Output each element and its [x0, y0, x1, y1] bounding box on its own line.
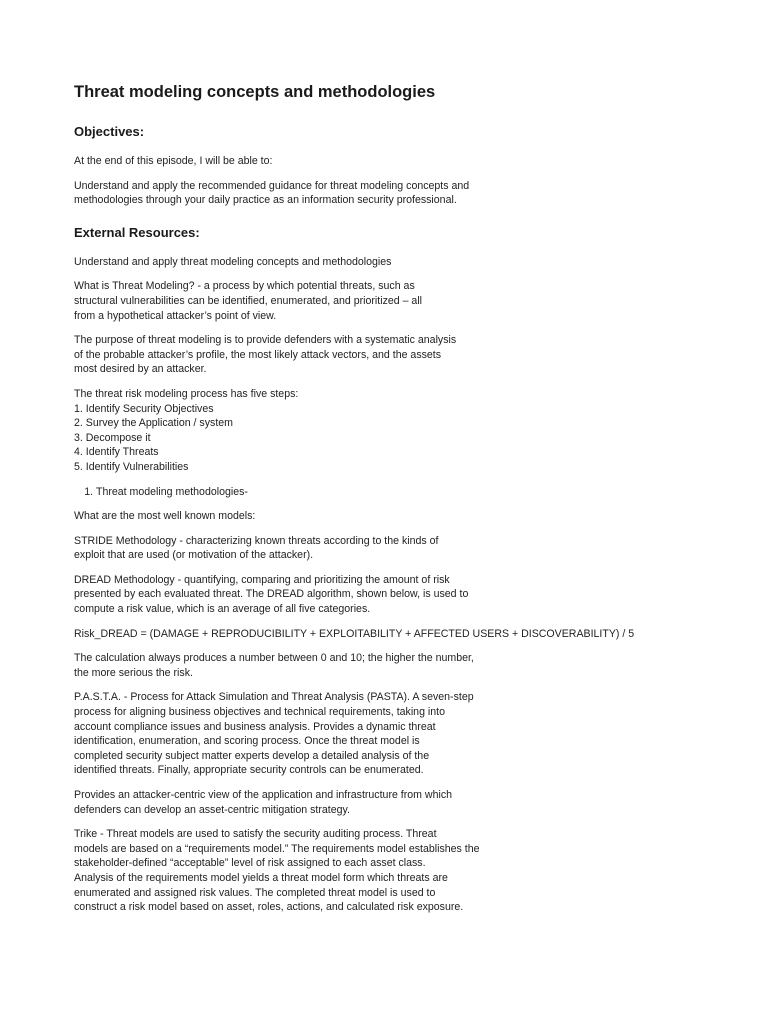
text-line: identification, enumeration, and scoring process. Once the threat model is [74, 735, 420, 748]
step-item: 4. Identify Threats [74, 446, 159, 459]
text-line: P.A.S.T.A. - Process for Attack Simulation and Threat Analysis (PASTA). A seven-step [74, 691, 474, 704]
text-line: Risk_DREAD = (DAMAGE + REPRODUCIBILITY + EXPLOITABILITY + AFFECTED USERS + DISCOVERABILITY) / 5 [74, 627, 635, 640]
objectives-heading: Objectives: [74, 124, 145, 139]
text-line: methodologies through your daily practice as an information security professional. [74, 194, 457, 207]
methodologies-list [74, 485, 734, 500]
calculation-paragraph [74, 651, 734, 680]
dread-formula [74, 627, 734, 642]
text-line: identified threats. Finally, appropriate security controls can be enumerated. [74, 764, 424, 777]
step-item: 3. Decompose it [74, 431, 151, 444]
text-line: of the probable attacker’s profile, the most likely attack vectors, and the assets [74, 348, 442, 361]
known-models-question: What are the most well known models: [74, 510, 256, 523]
text-line: defenders can develop an asset-centric mitigation strategy. [74, 803, 350, 816]
text-line: Analysis of the requirements model yields a threat model form which threats are [74, 871, 448, 884]
text-line: What is Threat Modeling? - a process by which potential threats, such as [74, 280, 415, 293]
objectives-intro: At the end of this episode, I will be able to: [74, 155, 273, 167]
step-item: 1. Identify Security Objectives [74, 402, 214, 415]
pasta-paragraph [74, 690, 734, 778]
text-line: most desired by an attacker. [74, 363, 207, 376]
purpose-paragraph [74, 333, 734, 377]
text-line: structural vulnerabilities can be identified, enumerated, and prioritized – all [74, 294, 423, 307]
objectives-goal [74, 179, 734, 208]
dread-paragraph [74, 573, 734, 617]
text-line: from a hypothetical attacker’s point of view. [74, 309, 277, 322]
stride-paragraph [74, 534, 734, 563]
step-item: 2. Survey the Application / system [74, 417, 233, 430]
trike-paragraph [74, 827, 734, 915]
attacker-centric-paragraph [74, 788, 734, 817]
text-line: STRIDE Methodology - characterizing known threats according to the kinds of [74, 534, 439, 547]
text-line: process for aligning business objectives and technical requirements, taking into [74, 706, 445, 719]
text-line: stakeholder-defined “acceptable” level of risk assigned to each asset class. [74, 857, 426, 870]
text-line: The purpose of threat modeling is to provide defenders with a systematic analysis [74, 334, 457, 347]
text-line: exploit that are used (or motivation of the attacker). [74, 549, 314, 562]
text-line: the more serious the risk. [74, 666, 193, 679]
what-is-threat-modeling [74, 279, 734, 323]
text-line: The calculation always produces a number between 0 and 10; the higher the number, [74, 652, 474, 665]
text-line: enumerated and assigned risk values. The completed threat model is used to [74, 886, 436, 899]
text-line: account compliance issues and business analysis. Provides a dynamic threat [74, 720, 436, 733]
text-line: Provides an attacker-centric view of the application and infrastructure from which [74, 789, 453, 801]
external-resource-link[interactable]: Understand and apply threat modeling concepts and methodologies [74, 255, 392, 268]
methodologies-list-item: 1. Threat modeling methodologies- [96, 485, 734, 500]
text-line: DREAD Methodology - quantifying, comparing and prioritizing the amount of risk [74, 573, 450, 586]
text-line: presented by each evaluated threat. The DREAD algorithm, shown below, is used to [74, 588, 469, 601]
page-title: Threat modeling concepts and methodologies [74, 83, 436, 101]
external-resources-heading: External Resources: [74, 224, 200, 240]
text-line: completed security subject matter experts develop a detailed analysis of the [74, 749, 430, 762]
text-line: construct a risk model based on asset, roles, actions, and calculated risk exposure. [74, 901, 464, 914]
text-line: The threat risk modeling process has five steps: [74, 387, 299, 400]
five-steps [74, 387, 734, 475]
step-item: 5. Identify Vulnerabilities [74, 460, 189, 473]
text-line: models are based on a “requirements model.” The requirements model establishes the [74, 842, 480, 855]
text-line: Understand and apply the recommended guidance for threat modeling concepts and [74, 179, 470, 192]
document-page [74, 80, 734, 925]
text-line: Trike - Threat models are used to satisfy the security auditing process. Threat [74, 828, 437, 841]
text-line: compute a risk value, which is an average of all five categories. [74, 603, 371, 616]
